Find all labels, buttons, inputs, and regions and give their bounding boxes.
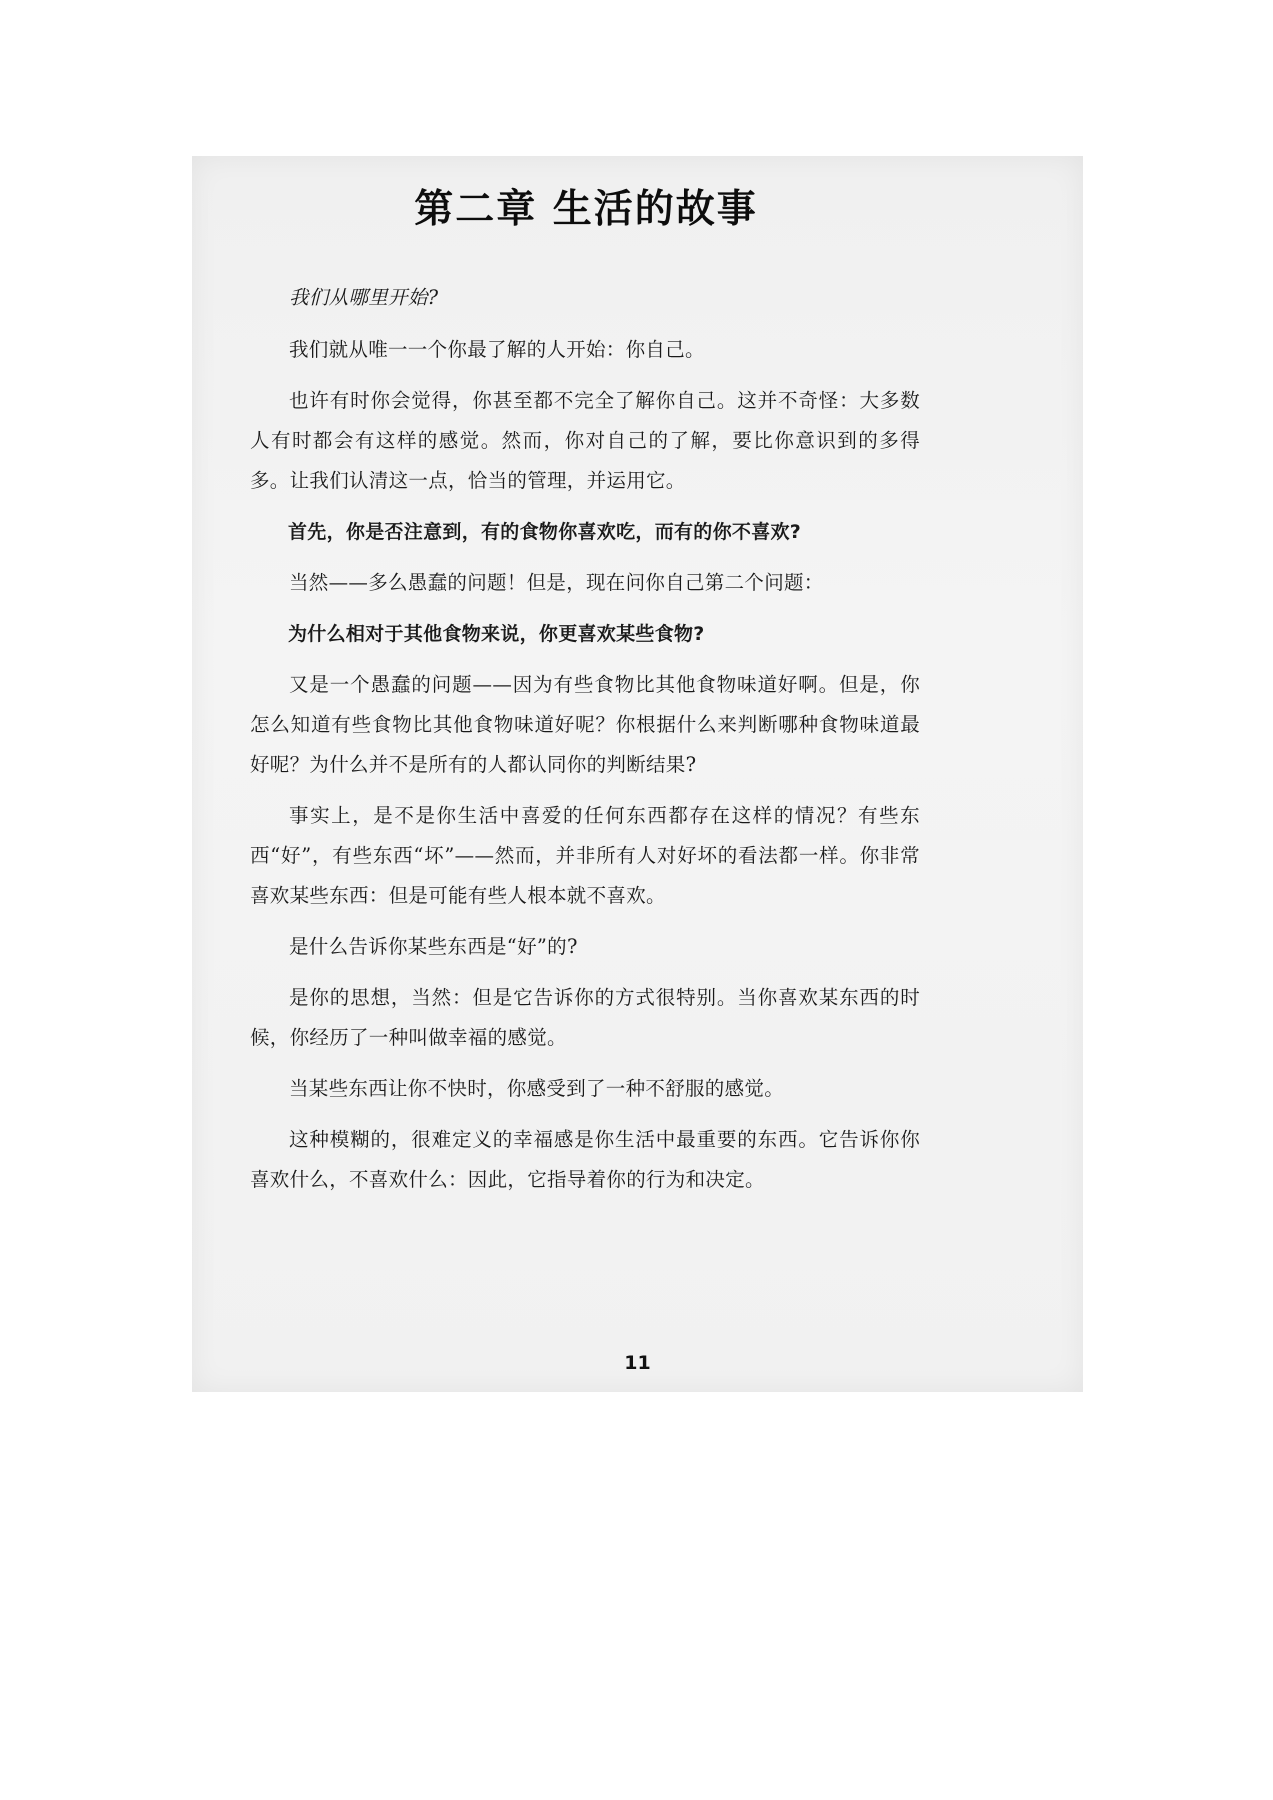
paragraph-5: 当然——多么愚蠢的问题！但是，现在问你自己第二个问题： [289,571,824,594]
paragraph-10: 是你的思想，当然：但是它告诉你的方式很特别。当你喜欢某东西的时候，你经历了一种叫做幸福的感觉。 [250,986,920,1049]
paragraph-9: 是什么告诉你某些东西是“好”的? [289,935,578,958]
chapter-title: 第二章 生活的故事 [414,187,758,232]
paragraph-6: 为什么相对于其他食物来说，你更喜欢某些食物? [288,623,705,645]
paragraph-7: 又是一个愚蠢的问题——因为有些食物比其他食物味道好啊。但是，你怎么知道有些食物比其他食物味道好呢？你根据什么来判断哪种食物味道最好呢？为什么并不是所有的人都认同你的判断结果? [250,673,920,776]
scanned-page [192,156,1083,1392]
paragraph-8: 事实上，是不是你生活中喜爱的任何东西都存在这样的情况？有些东西“好”，有些东西“坏”——然而，并非所有人对好坏的看法都一样。你非常喜欢某些东西：但是可能有些人根本就不喜欢。 [250,804,920,907]
page-content [250,186,920,1211]
paragraph-3: 也许有时你会觉得，你甚至都不完全了解你自己。这并不奇怪：大多数人有时都会有这样的感觉。然而，你对自己的了解，要比你意识到的多得多。让我们认清这一点，恰当的管理，并运用它。 [250,389,920,492]
paragraph-12: 这种模糊的，很难定义的幸福感是你生活中最重要的东西。它告诉你你喜欢什么，不喜欢什么：因此，它指导着你的行为和决定。 [250,1128,920,1191]
paragraph-1: 我们从哪里开始? [289,286,439,309]
page-number: 11 [624,1352,651,1374]
paragraph-11: 当某些东西让你不快时，你感受到了一种不舒服的感觉。 [289,1077,785,1100]
paragraph-2: 我们就从唯一一个你最了解的人开始：你自己。 [289,338,705,361]
paragraph-4: 首先，你是否注意到，有的食物你喜欢吃，而有的你不喜欢? [288,521,802,543]
